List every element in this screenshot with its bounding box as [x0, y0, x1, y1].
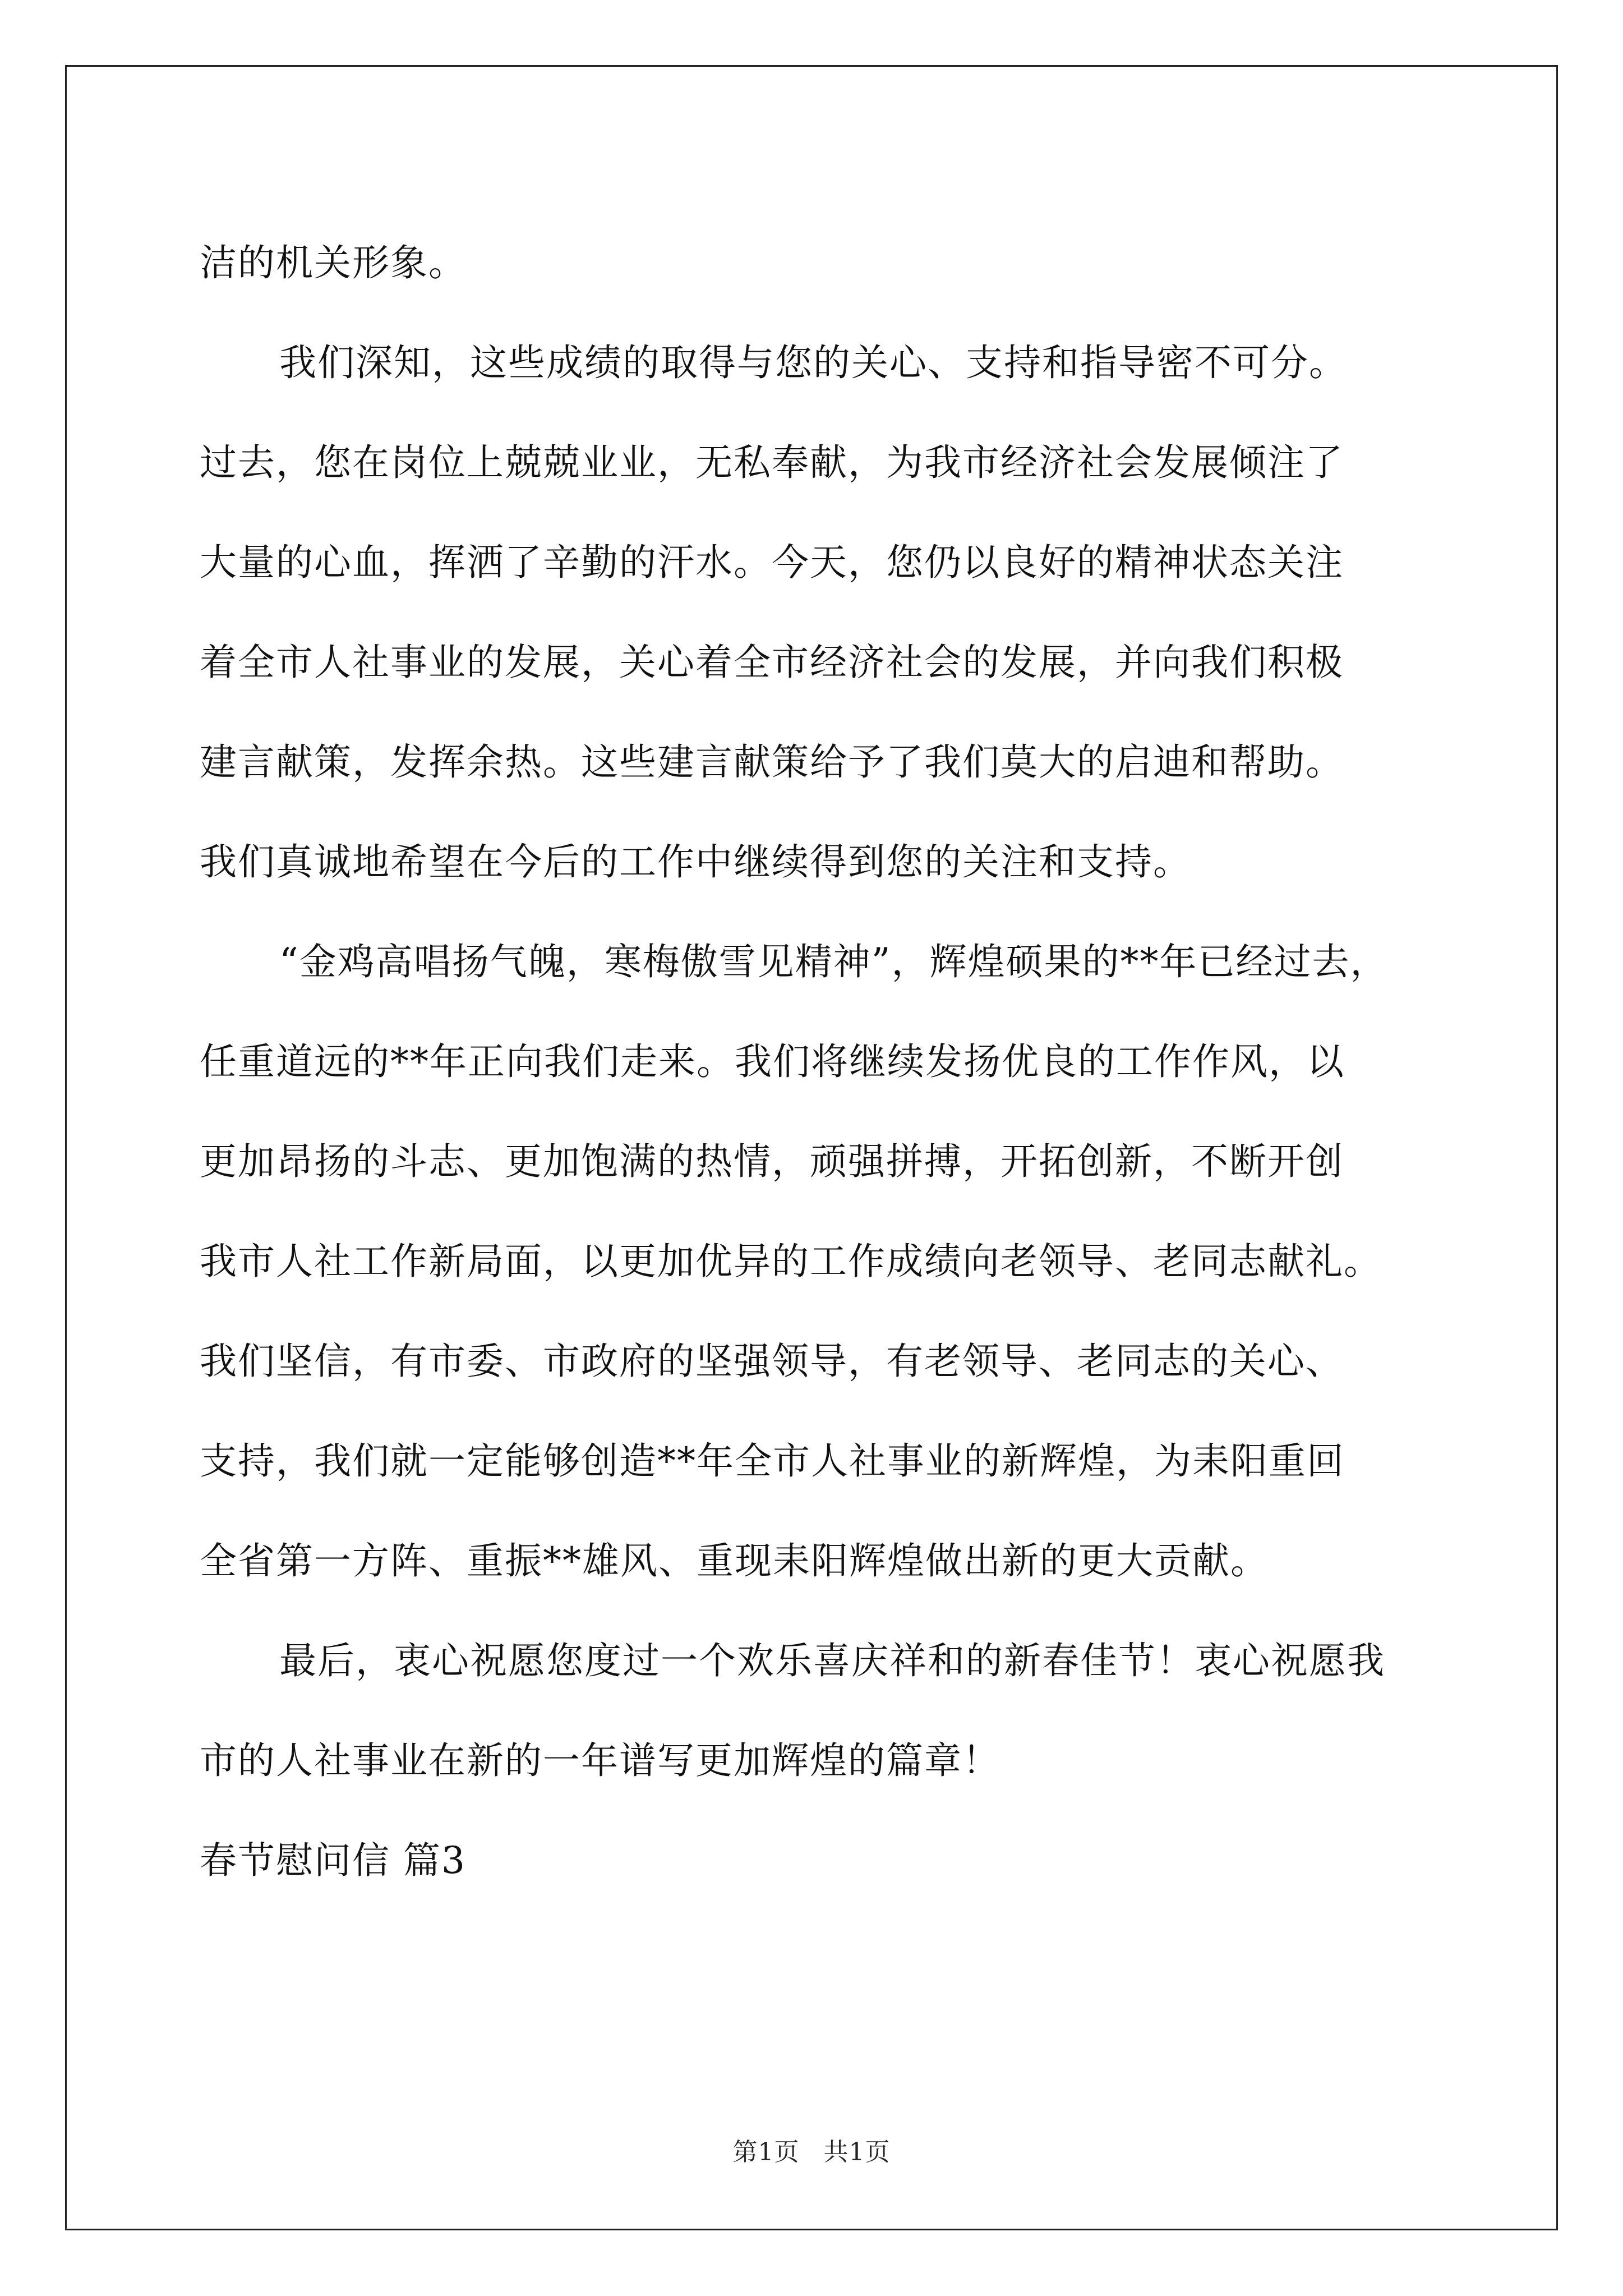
page-number: 第1页 — [732, 2138, 800, 2166]
text-line-3: 过去，您在岗位上兢兢业业，无私奉献，为我市经济社会发展倾注了 — [200, 441, 1344, 484]
text-line-5: 着全市人社事业的发展，关心着全市经济社会的发展，并向我们积极 — [200, 641, 1344, 684]
text-line-9: 任重道远的**年正向我们走来。我们将继续发扬优良的工作作风，以 — [200, 1040, 1345, 1083]
page-total: 共1页 — [823, 2138, 891, 2166]
text-line-13: 支持，我们就一定能够创造**年全市人社事业的新辉煌，为耒阳重回 — [200, 1439, 1345, 1483]
text-line-1: 洁的机关形象。 — [200, 241, 467, 284]
text-line-2: 我们深知，这些成绩的取得与您的关心、支持和指导密不可分。 — [279, 341, 1347, 384]
text-line-6: 建言献策，发挥余热。这些建言献策给予了我们莫大的启迪和帮助。 — [200, 740, 1344, 784]
section-heading: 春节慰问信 篇3 — [200, 1839, 466, 1882]
text-line-7: 我们真诚地希望在今后的工作中继续得到您的关注和支持。 — [200, 840, 1191, 884]
text-line-11: 我市人社工作新局面，以更加优异的工作成绩向老领导、老同志献礼。 — [200, 1240, 1382, 1283]
document-body — [200, 213, 1433, 1911]
text-line-12: 我们坚信，有市委、市政府的坚强领导，有老领导、老同志的关心、 — [200, 1340, 1344, 1383]
text-line-4: 大量的心血，挥洒了辛勤的汗水。今天，您仍以良好的精神状态关注 — [200, 541, 1344, 584]
text-line-16: 市的人社事业在新的一年谱写更加辉煌的篇章！ — [200, 1739, 1000, 1782]
text-line-15: 最后，衷心祝愿您度过一个欢乐喜庆祥和的新春佳节！衷心祝愿我 — [279, 1639, 1385, 1682]
text-line-14: 全省第一方阵、重振**雄风、重现耒阳辉煌做出新的更大贡献。 — [200, 1539, 1269, 1582]
page-footer — [0, 2132, 1623, 2168]
text-line-10: 更加昂扬的斗志、更加饱满的热情，顽强拼搏，开拓创新，不断开创 — [200, 1140, 1344, 1183]
text-line-8: “金鸡高唱扬气魄，寒梅傲雪见精神”，辉煌硕果的**年已经过去， — [279, 940, 1389, 983]
